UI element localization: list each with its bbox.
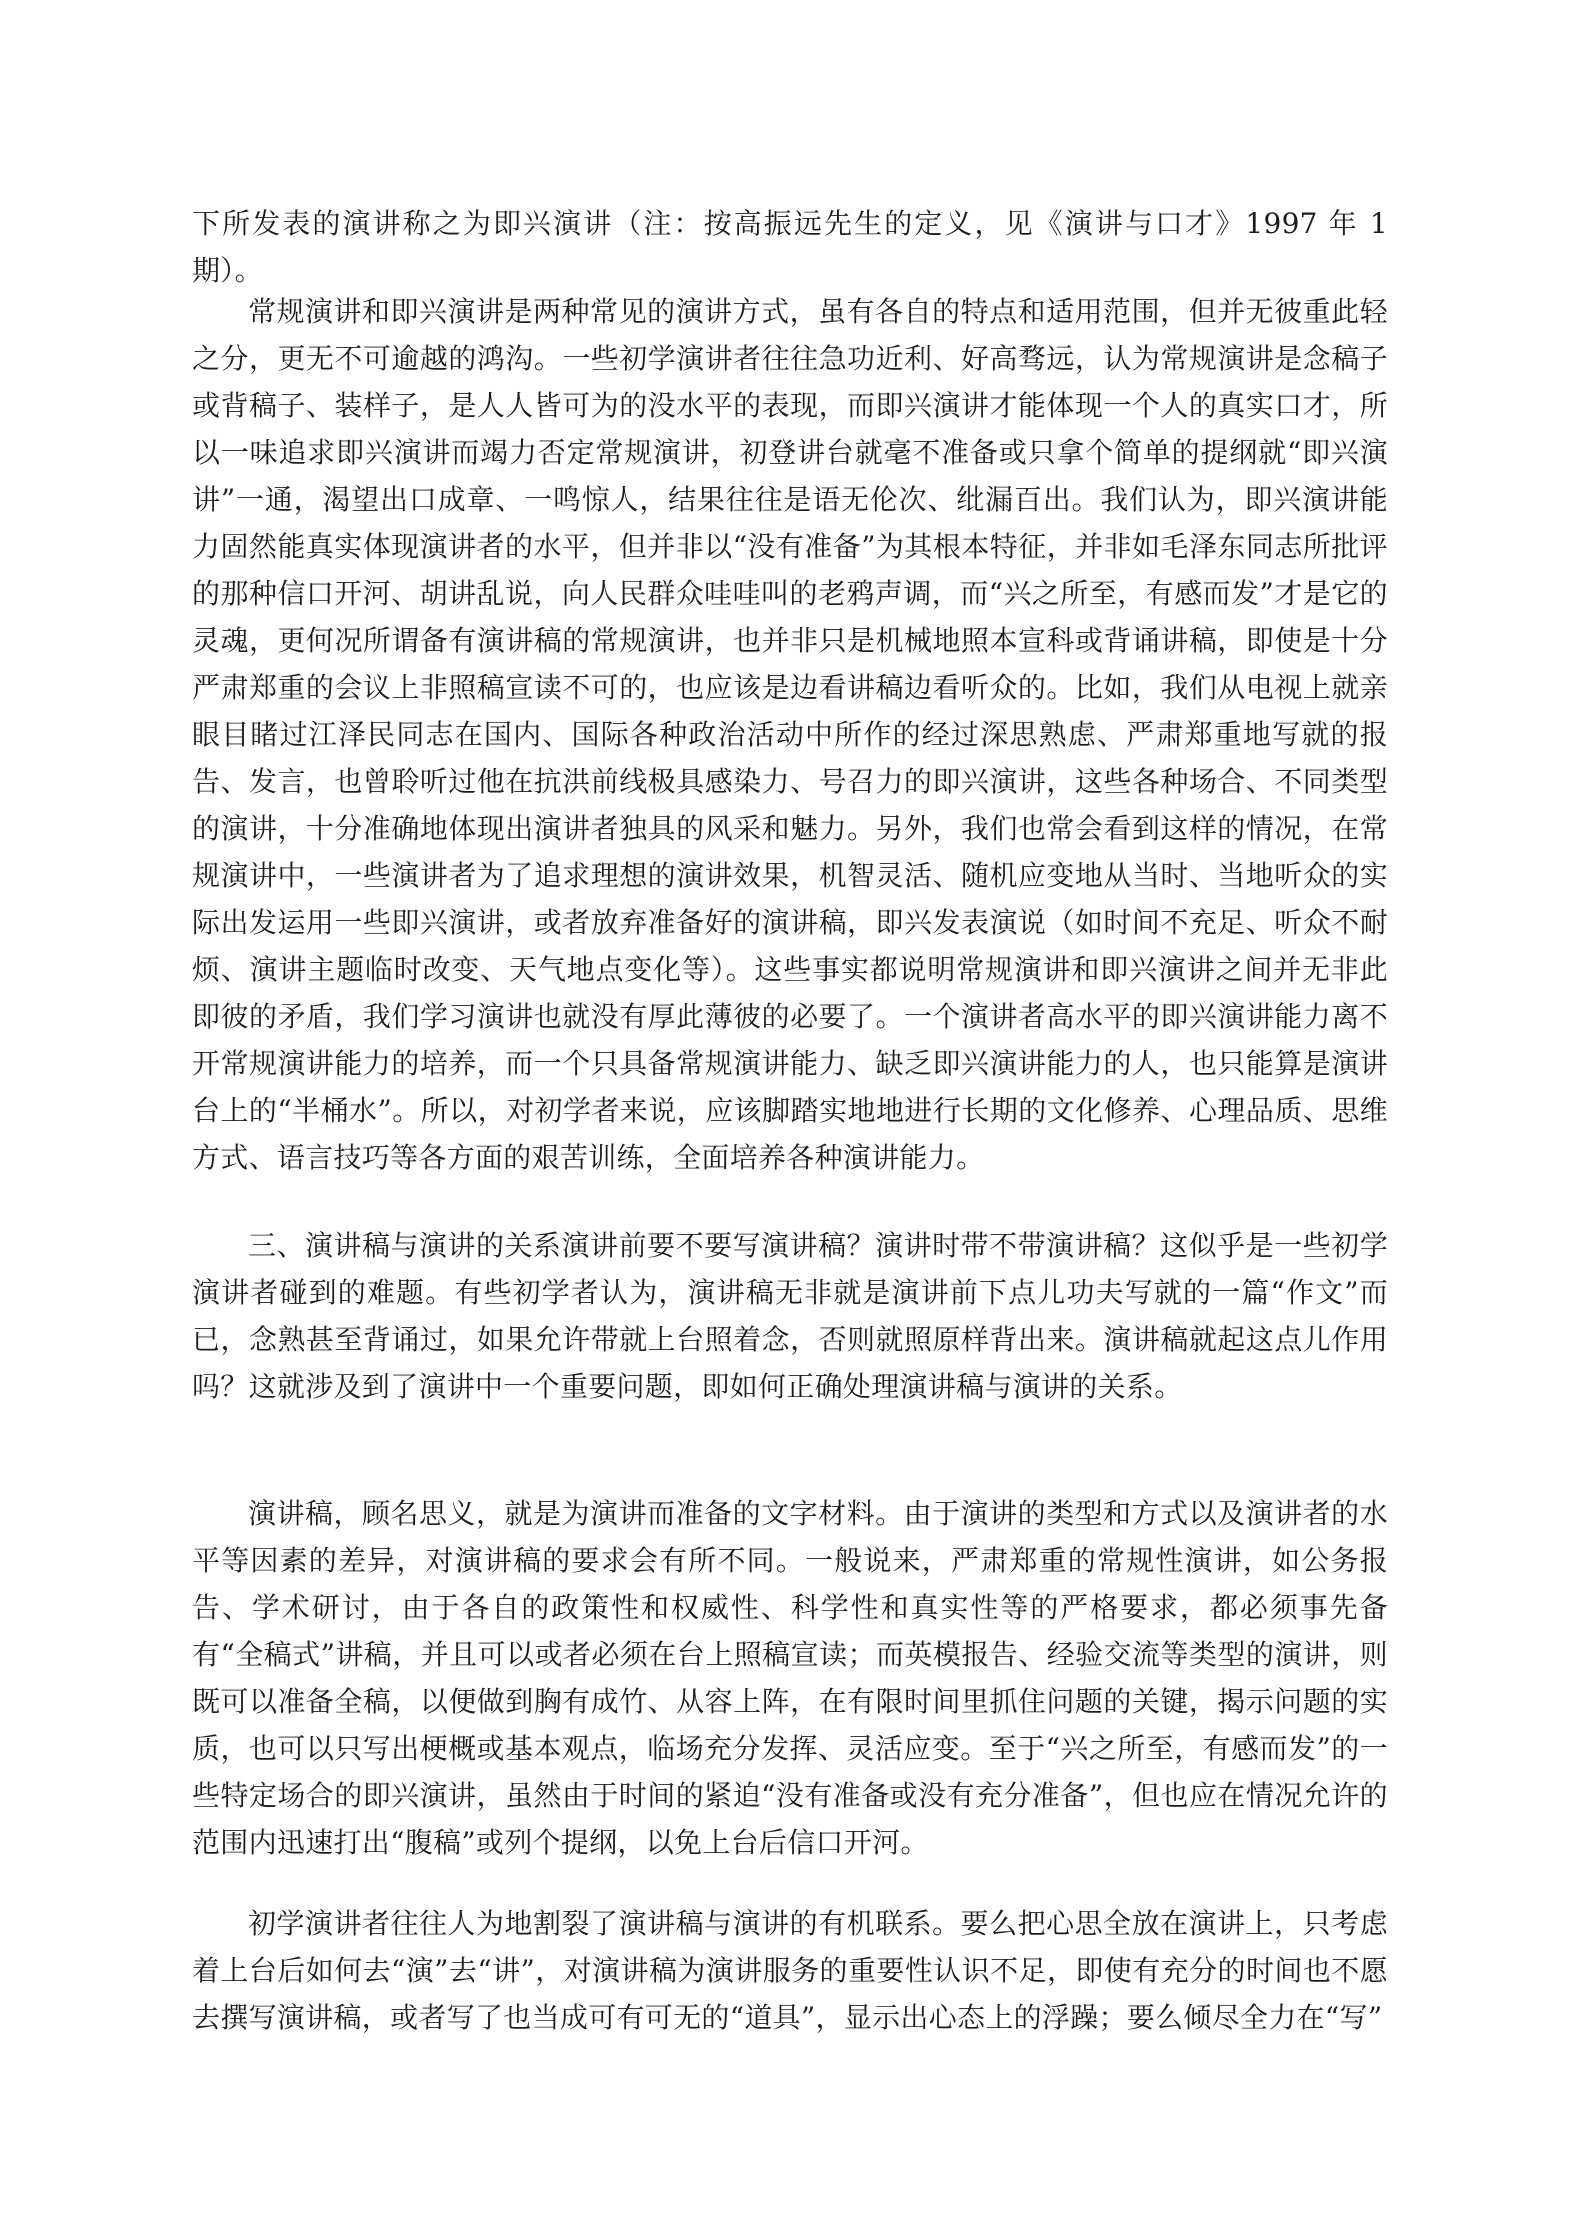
paragraph-regular-vs-impromptu: 常规演讲和即兴演讲是两种常见的演讲方式，虽有各自的特点和适用范围，但并无彼重此轻之分，更无不可逾越的鸿沟。一些初学演讲者往往急功近利、好高骛远，认为常规演讲是念稿子或背稿子、装样子，是人人皆可为的没水平的表现，而即兴演讲才能体现一个人的真实口才，所以一味追求即兴演讲而竭力否定常规演讲，初登讲台就毫不准备或只拿个简单的提纲就“即兴演讲”一通，渴望出口成章、一鸣惊人，结果往往是语无伦次、纰漏百出。我们认为，即兴演讲能力固然能真实体现演讲者的水平，但并非以“没有准备”为其根本特征，并非如毛泽东同志所批评的那种信口开河、胡讲乱说，向人民群众哇哇叫的老鸦声调，而“兴之所至，有感而发”才是它的灵魂，更何况所谓备有演讲稿的常规演讲，也并非只是机械地照本宣科或背诵讲稿，即使是十分严肃郑重的会议上非照稿宣读不可的，也应该是边看讲稿边看听众的。比如，我们从电视上就亲眼目睹过江泽民同志在国内、国际各种政治活动中所作的经过深思熟虑、严肃郑重地写就的报告、发言，也曾聆听过他在抗洪前线极具感染力、号召力的即兴演讲，这些各种场合、不同类型的演讲，十分准确地体现出演讲者独具的风采和魅力。另外，我们也常会看到这样的情况，在常规演讲中，一些演讲者为了追求理想的演讲效果，机智灵活、随机应变地从当时、当地听众的实际出发运用一些即兴演讲，或者放弃准备好的演讲稿，即兴发表演说（如时间不充足、听众不耐烦、演讲主题临时改变、天气地点变化等）。这些事实都说明常规演讲和即兴演讲之间并无非此即彼的矛盾，我们学习演讲也就没有厚此薄彼的必要了。一个演讲者高水平的即兴演讲能力离不开常规演讲能力的培养，而一个只具备常规演讲能力、缺乏即兴演讲能力的人，也只能算是演讲台上的“半桶水”。所以，对初学者来说，应该脚踏实地地进行长期的文化修养、心理品质、思维方式、语言技巧等各方面的艰苦训练，全面培养各种演讲能力。 [192,295,1388,1174]
paragraph-speech-draft-definition: 演讲稿，顾名思义，就是为演讲而准备的文字材料。由于演讲的类型和方式以及演讲者的水平等因素的差异，对演讲稿的要求会有所不同。一般说来，严肃郑重的常规性演讲，如公务报告、学术研讨，由于各自的政策性和权威性、科学性和真实性等的严格要求，都必须事先备有“全稿式”讲稿，并且可以或者必须在台上照稿宣读；而英模报告、经验交流等类型的演讲，则既可以准备全稿，以便做到胸有成竹、从容上阵，在有限时间里抓住问题的关键，揭示问题的实质，也可以只写出梗概或基本观点，临场充分发挥、灵活应变。至于“兴之所至，有感而发”的一些特定场合的即兴演讲，虽然由于时间的紧迫“没有准备或没有充分准备”，但也应在情况允许的范围内迅速打出“腹稿”或列个提纲，以免上台后信口开河。 [192,1497,1388,1859]
paragraph-beginner-split: 初学演讲者往往人为地割裂了演讲稿与演讲的有机联系。要么把心思全放在演讲上，只考虑着上台后如何去“演”去“讲”，对演讲稿为演讲服务的重要性认识不足，即使有充分的时间也不愿去撰写演讲稿，或者写了也当成可有可无的“道具”，显示出心态上的浮躁；要么倾尽全力在“写” [192,1907,1388,2034]
paragraph-continuation: 下所发表的演讲称之为即兴演讲（注：按高振远先生的定义，见《演讲与口才》1997 年 1 期）。 [192,207,1388,287]
paragraph-section-three: 三、演讲稿与演讲的关系演讲前要不要写演讲稿？演讲时带不带演讲稿？这似乎是一些初学演讲者碰到的难题。有些初学者认为，演讲稿无非就是演讲前下点儿功夫写就的一篇“作文”而已，念熟甚至背诵过，如果允许带就上台照着念，否则就照原样背出来。演讲稿就起这点儿作用吗？这就涉及到了演讲中一个重要问题，即如何正确处理演讲稿与演讲的关系。 [192,1229,1388,1403]
